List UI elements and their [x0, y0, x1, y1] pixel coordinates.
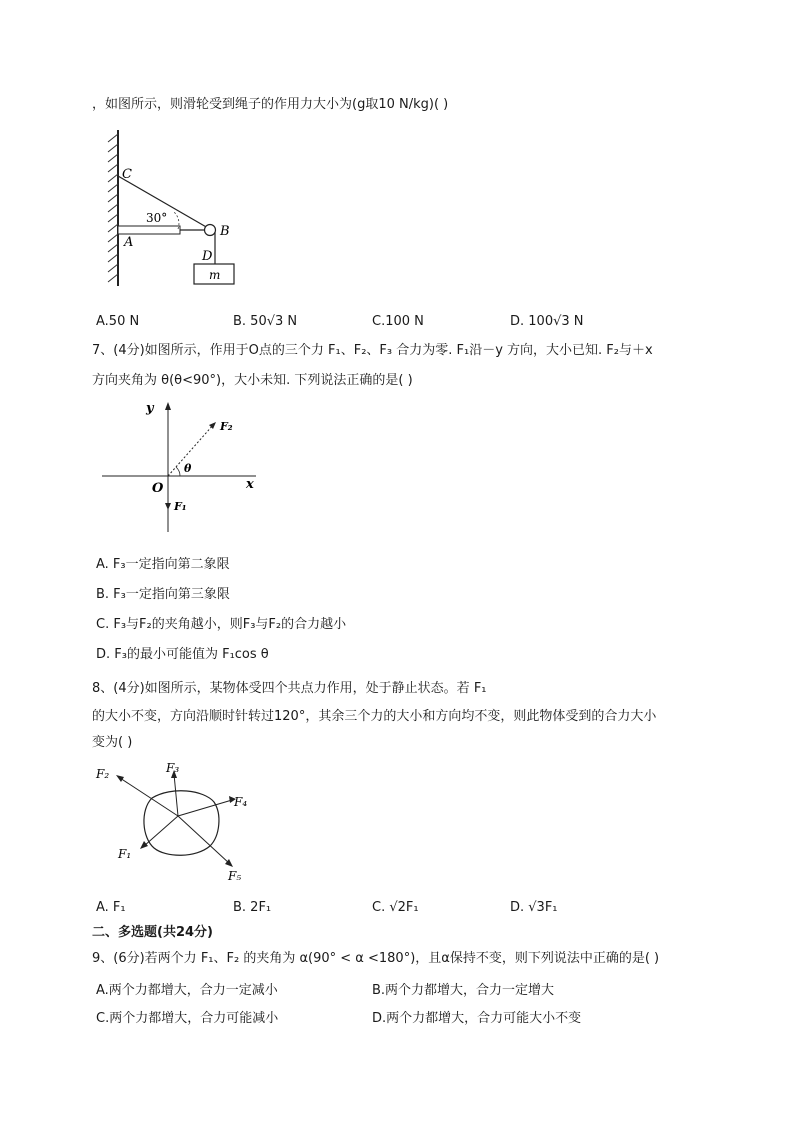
q6-option-a: A.50 N: [96, 314, 140, 329]
q8-option-d: D. √3F₁: [510, 900, 558, 915]
q7-figure: [96, 398, 266, 538]
q6-option-c: C.100 N: [372, 314, 424, 329]
q8-stem-line3: 变为( ): [92, 735, 133, 750]
q8-figure: [92, 760, 262, 886]
q7-option-c: C. F₃与F₂的夹角越小，则F₃与F₂的合力越小: [96, 617, 347, 632]
q9-option-c: C.两个力都增大，合力可能减小: [96, 1011, 279, 1026]
q7-option-d: D. F₃的最小可能值为 F₁cos θ: [96, 647, 269, 662]
label-C: C: [122, 167, 132, 182]
theta-label: θ: [184, 462, 192, 475]
q6-option-d: D. 100√3 N: [510, 314, 584, 329]
f1-label: F₁: [174, 500, 187, 513]
q7-stem-line2: 方向夹角为 θ(θ<90°)，大小未知. 下列说法正确的是( ): [92, 373, 413, 388]
axis-y-label: y: [146, 401, 154, 416]
axis-x-label: x: [246, 477, 254, 492]
q8-f1-label: F₁: [118, 847, 132, 861]
q8-option-c: C. √2F₁: [372, 900, 419, 915]
label-D: D: [202, 249, 213, 264]
label-A: A: [124, 235, 134, 250]
q6-figure: [96, 128, 256, 288]
q7-option-b: B. F₃一定指向第三象限: [96, 587, 230, 602]
label-angle: 30°: [146, 211, 168, 225]
q8-option-a: A. F₁: [96, 900, 126, 915]
q7-option-a: A. F₃一定指向第二象限: [96, 557, 230, 572]
q8-f3-label: F₃: [166, 761, 180, 775]
q6-stem: ，如图所示，则滑轮受到绳子的作用力大小为(g取10 N/kg)( ): [92, 97, 449, 112]
q9-stem: 9、(6分)若两个力 F₁、F₂ 的夹角为 α(90° < α <180°)，且α保持不变，则下列说法中正确的是( ): [92, 951, 660, 966]
q8-f2-label: F₂: [96, 767, 110, 781]
q9-option-a: A.两个力都增大，合力一定减小: [96, 983, 278, 998]
q7-stem-line1: 7、(4分)如图所示，作用于O点的三个力 F₁、F₂、F₃ 合力为零. F₁沿－y 方向，大小已知. F₂与＋x: [92, 343, 653, 358]
q8-f5-label: F₅: [228, 869, 242, 883]
q9-option-b: B.两个力都增大，合力一定增大: [372, 983, 555, 998]
label-m: m: [209, 268, 221, 282]
section-2-title: 二、多选题(共24分): [92, 925, 213, 940]
q8-f4-label: F₄: [234, 795, 248, 809]
f2-label: F₂: [220, 420, 233, 433]
q8-option-b: B. 2F₁: [233, 900, 272, 915]
q6-option-b: B. 50√3 N: [233, 314, 298, 329]
q8-stem-line1: 8、(4分)如图所示，某物体受四个共点力作用，处于静止状态。若 F₁: [92, 681, 487, 696]
q9-option-d: D.两个力都增大，合力可能大小不变: [372, 1011, 582, 1026]
label-B: B: [220, 224, 230, 239]
q8-stem-line2: 的大小不变，方向沿顺时针转过120°，其余三个力的大小和方向均不变，则此物体受到的合力大小: [92, 709, 657, 724]
origin-label: O: [152, 481, 164, 496]
